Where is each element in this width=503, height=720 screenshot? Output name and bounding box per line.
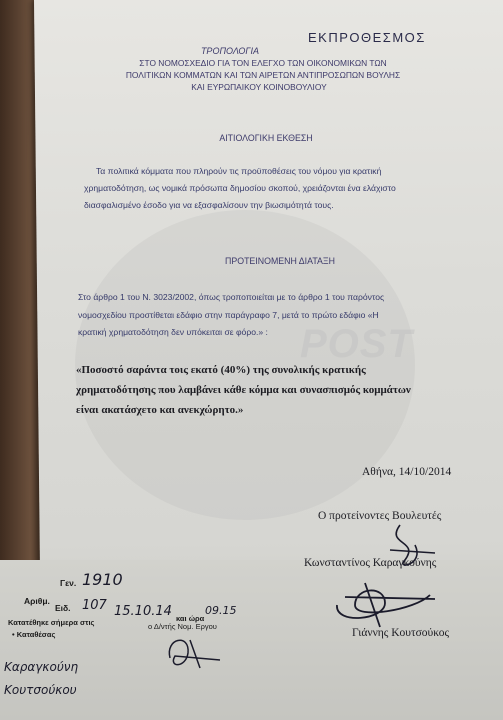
quote-line-1: «Ποσοστό σαράντα τοις εκατό (40%) της συνολικής κρατικής [76,364,366,376]
watermark-text: POST [300,322,413,366]
report-line-3: διασφαλισμένο έσοδο για να εξασφαλίσουν την βιωσιμότητά τους. [84,200,334,210]
arith-label: Αριθμ. [24,596,50,606]
provision-heading: ΠΡΟΤΕΙΝΟΜΕΝΗ ΔΙΑΤΑΞΗ [225,256,335,266]
kata-label: Κατατέθηκε σήμερα στις [8,618,95,627]
eid-number: 107 [82,598,107,613]
date: Αθήνα, 14/10/2014 [362,466,452,478]
late-stamp: ΕΚΠΡΟΘΕΣΜΟΣ [308,30,426,45]
proposers-label: Ο προτείνοντες Βουλευτές [318,510,442,522]
report-line-2: χρηματοδότηση, ως νομικά πρόσωπα δημοσίου σκοπού, χρειάζονται ένα ελάχιστο [84,183,396,193]
kata-date: 15.10.14 [114,604,172,619]
provision-line-3: κρατική χρηματοδότηση δεν υπόκειται σε φόρο.» : [78,327,268,337]
handwritten-name-2: Κουτσούκου [4,683,77,697]
quote-line-3: είναι ακατάσχετο και ανεκχώρητο.» [76,404,244,416]
signature-koutsoukos [325,575,445,635]
report-line-1: Τα πολιτικά κόμματα που πληρούν τις προϋποθέσεις του νόμου για κρατική [96,166,382,176]
header-line-2: ΠΟΛΙΤΙΚΩΝ ΚΟΜΜΑΤΩΝ ΚΑΙ ΤΩΝ ΑΙΡΕΤΩΝ ΑΝΤΙΠΡΟΣΩΠΩΝ ΒΟΥΛΗΣ [125,70,401,80]
signature-karagkounis [380,515,440,575]
katath-label: • Καταθέσας [12,630,56,639]
mp-name-1: Κωνσταντίνος Καραγκούνης [304,557,437,569]
report-heading: ΑΙΤΙΟΛΟΓΙΚΗ ΕΚΘΕΣΗ [219,133,313,143]
dntis-label: ο Δ/ντής Νομ. Εργου [148,622,217,631]
prot-number: 1910 [82,570,123,589]
handwritten-name-1: Καραγκούνη [4,660,79,674]
header-line-1: ΣΤΟ ΝΟΜΟΣΧΕΔΙΟ ΓΙΑ ΤΟΝ ΕΛΕΓΧΟ ΤΩΝ ΟΙΚΟΝΟΜΙΚΩΝ ΤΩΝ [139,58,387,68]
hour-label: και ώρα [176,614,205,623]
prot-label: Γεν. [60,578,77,588]
eid-label: Ειδ. [55,603,71,613]
hour-value: 09.15 [205,604,237,617]
mp-name-2: Γιάννης Κουτσούκος [352,627,450,639]
quote-line-2: χρηματοδότησης που λαμβάνει κάθε κόμμα και συνασπισμός κομμάτων [76,384,411,396]
doc-title: ΤΡΟΠΟΛΟΓΙΑ [200,46,260,56]
provision-line-1: Στο άρθρο 1 του Ν. 3023/2002, όπως τροποποιείται με το άρθρο 1 του παρόντος [78,292,385,302]
provision-line-2: νομοσχεδίου προστίθεται εδάφιο στην παράγραφο 7, μετά το πρώτο εδάφιο «Η [78,310,379,320]
signature-director [160,628,230,673]
header-line-3: ΚΑΙ ΕΥΡΩΠΑΙΚΟΥ ΚΟΙΝΟΒΟΥΛΙΟΥ [191,82,327,92]
